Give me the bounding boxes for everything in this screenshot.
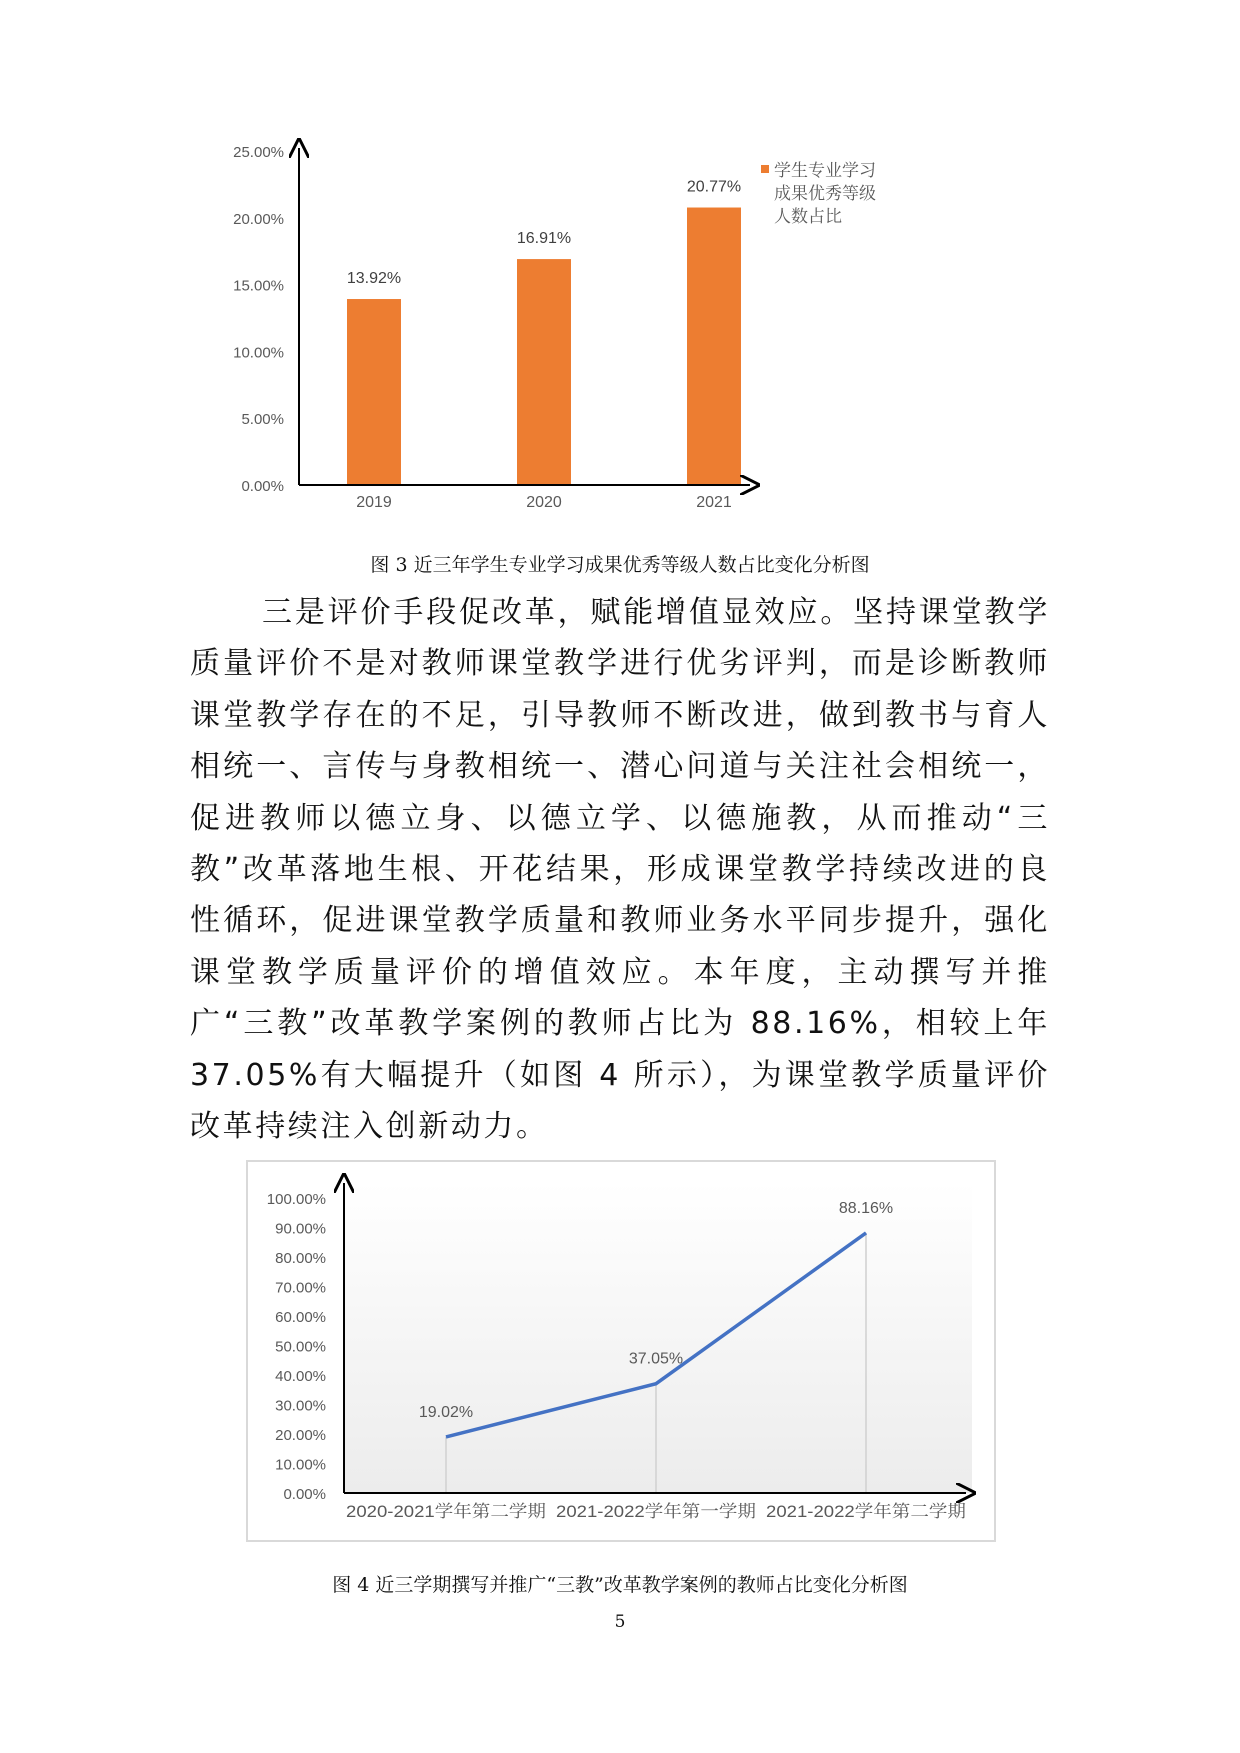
y-tick-label: 100.00% <box>266 1191 326 1208</box>
legend-line-1: 学生专业学习 <box>774 161 876 180</box>
x-tick-label: 2020 <box>526 494 562 511</box>
y-tick-label: 15.00% <box>233 277 284 295</box>
bars <box>347 208 741 485</box>
y-tick-label: 50.00% <box>275 1338 326 1356</box>
x-tick-label: 2021-2022学年第二学期 <box>766 1502 950 1521</box>
bar-data-label: 16.91% <box>516 230 572 248</box>
figure-3-bar-chart <box>233 140 1000 530</box>
y-tick-label: 25.00% <box>233 144 284 161</box>
figure-3-caption: 图 3 近三年学生专业学习成果优秀等级人数占比变化分析图 <box>370 554 870 576</box>
line-data-label: 19.02% <box>418 1403 474 1421</box>
legend <box>761 161 876 226</box>
page-number: 5 <box>614 1612 626 1632</box>
bar <box>517 259 571 485</box>
bar-data-label: 20.77% <box>686 178 742 196</box>
y-tick-label: 20.00% <box>233 210 284 228</box>
line-data-label: 37.05% <box>628 1350 684 1368</box>
y-tick-label: 60.00% <box>275 1309 326 1326</box>
x-tick-label: 2019 <box>356 494 392 511</box>
y-tick-label: 20.00% <box>275 1427 326 1444</box>
y-tick-label: 0.00% <box>241 478 284 495</box>
bar-chart-svg <box>233 140 1000 530</box>
legend-swatch <box>761 165 769 173</box>
y-tick-label: 0.00% <box>283 1486 326 1503</box>
x-tick-label: 2021-2022学年第一学期 <box>556 1502 740 1521</box>
y-tick-label: 40.00% <box>275 1368 326 1385</box>
figure-4-caption: 图 4 近三学期撰写并推广“三教”改革教学案例的教师占比变化分析图 <box>332 1574 908 1596</box>
y-tick-labels <box>267 1191 326 1503</box>
y-tick-label: 90.00% <box>275 1220 326 1238</box>
x-tick-labels <box>346 1501 966 1521</box>
x-tick-label: 2021 <box>696 494 732 511</box>
y-tick-label: 5.00% <box>241 411 284 429</box>
bar <box>687 208 741 485</box>
y-tick-label: 70.00% <box>275 1279 326 1297</box>
figure-4-line-chart <box>246 1160 996 1542</box>
y-tick-label: 10.00% <box>233 344 284 362</box>
plot-background <box>344 1182 972 1493</box>
body-paragraph: 三是评价手段促改革，赋能增值显效应。坚持课堂教学质量评价不是对教师课堂教学进行优劣评判，而是诊断教师课堂教学存在的不足，引导教师不断改进，做到教书与育人相统一、言传与身教相统一、潜心问道与关注社会相统一，促进教师以德立身、以德立学、以德施教，从而推动“三教”改革落地生根、开花结果，形成课堂教学持续改进的良性循环，促进课堂教学质量和教师业务水平同步提升，强化课堂教学质量评价的增值效应。本年度，主动撰写并推广“三教”改革教学案例的教师占比为 88.16%，相较上年 37.05%有大幅提升（如图 4 所示），为课堂教学质量评价改革持续注入创新动力。 <box>190 595 1050 1145</box>
bar-data-label: 13.92% <box>346 270 402 288</box>
y-tick-label: 10.00% <box>275 1456 326 1474</box>
y-tick-labels <box>233 144 284 495</box>
legend-line-2: 成果优秀等级 <box>774 184 876 203</box>
legend-line-3: 人数占比 <box>774 207 842 226</box>
x-tick-labels <box>356 494 732 511</box>
line-chart-svg <box>246 1160 996 1542</box>
bar <box>347 299 401 485</box>
y-tick-label: 80.00% <box>275 1250 326 1267</box>
line-data-label: 88.16% <box>838 1199 894 1217</box>
y-tick-label: 30.00% <box>275 1397 326 1415</box>
x-tick-label: 2020-2021学年第二学期 <box>346 1502 530 1521</box>
